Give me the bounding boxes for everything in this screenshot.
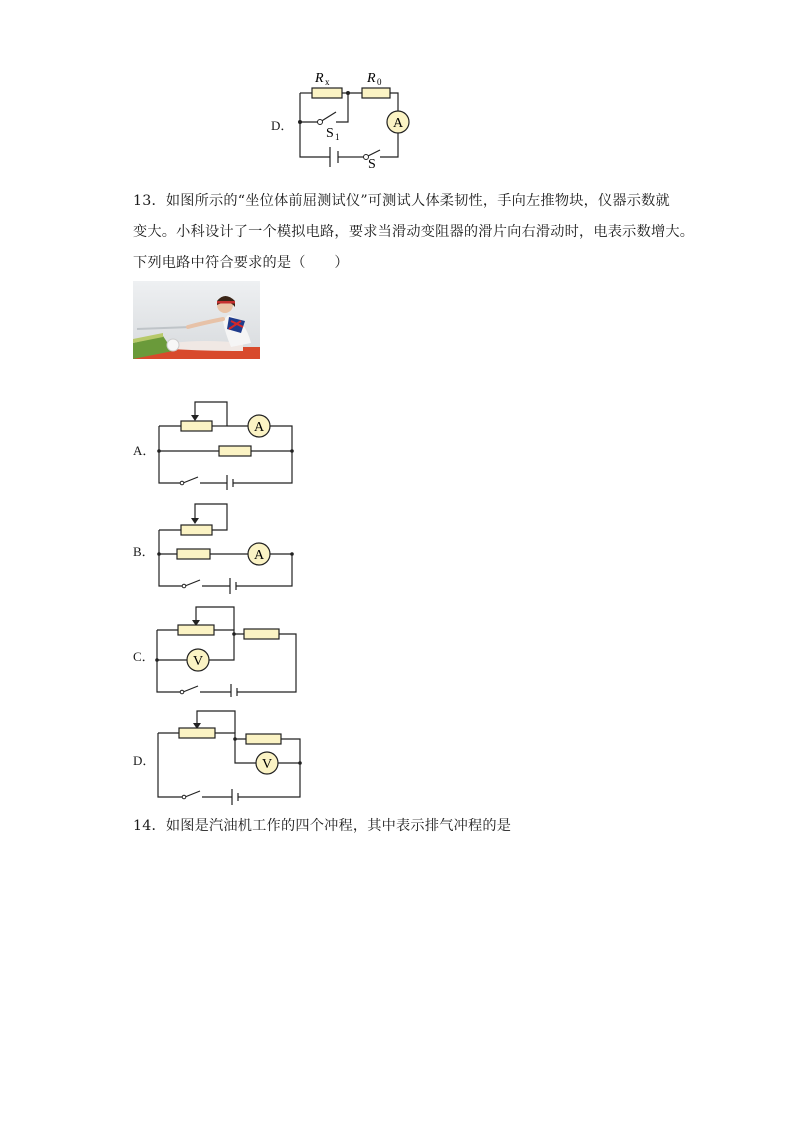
prev-r0-sub: 0 <box>377 77 382 87</box>
q13-a-meter-label: A <box>253 420 265 435</box>
prev-option-d-circuit <box>290 60 420 170</box>
q13-option-b-label: B． <box>133 544 155 559</box>
q13-b-meter-label: A <box>253 548 265 563</box>
prev-s-label: S <box>368 157 376 170</box>
q13-option-b-circuit <box>150 500 300 595</box>
prev-rx-label: R <box>315 71 324 86</box>
prev-option-d-label: D． <box>271 118 294 133</box>
prev-rx-sub: x <box>325 77 330 87</box>
prev-r0-label: R <box>367 71 376 86</box>
prev-s1-sub: 1 <box>335 132 340 142</box>
q13-d-meter-label: V <box>261 757 273 772</box>
q13-line2: 变大。小科设计了一个模拟电路，要求当滑动变阻器的滑片向右滑动时，电表示数增大。 <box>133 224 695 240</box>
q13-line3: 下列电路中符合要求的是（ ） <box>133 255 349 271</box>
sit-and-reach-photo <box>133 281 260 359</box>
q13-option-d-circuit <box>150 705 305 805</box>
q14-line1: 14．如图是汽油机工作的四个冲程，其中表示排气冲程的是 <box>133 818 512 834</box>
q13-option-c-circuit <box>150 600 300 697</box>
q13-option-d-label: D． <box>133 753 156 768</box>
q13-line1: 13．如图所示的“坐位体前屈测试仪”可测试人体柔韧性，手向左推物块，仪器示数就 <box>133 193 670 209</box>
q13-c-meter-label: V <box>192 654 204 669</box>
q13-option-c-label: C． <box>133 649 155 664</box>
q13-option-a-label: A． <box>133 443 156 458</box>
prev-s1-label: S <box>326 126 334 141</box>
prev-ammeter-label: A <box>392 116 404 131</box>
q13-option-a-circuit <box>150 395 300 490</box>
